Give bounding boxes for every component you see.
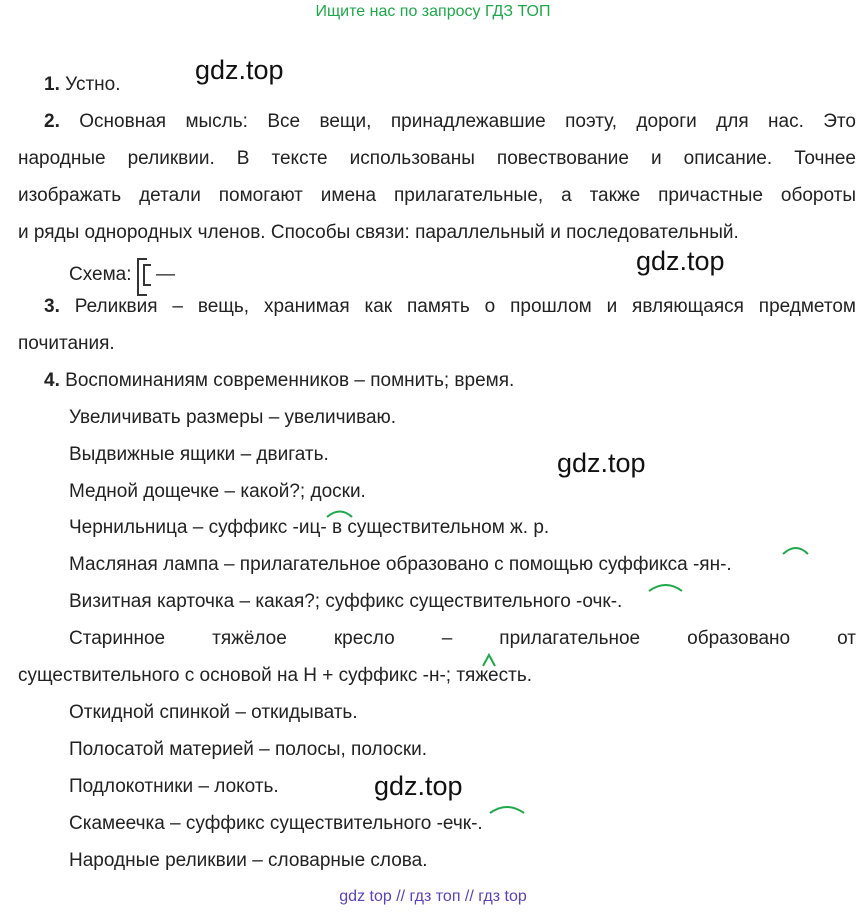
watermark: gdz.top <box>636 246 725 276</box>
item-number: 2. <box>44 111 60 132</box>
item-3-line-2: почитания. <box>18 333 115 354</box>
item-2-line-3: изображать детали помогают имена прилагательные, а также причастные обороты <box>18 185 856 206</box>
scheme-label: Схема: <box>69 264 132 285</box>
suffix-caret-icon <box>483 655 495 666</box>
item-4-line-4: Медной дощечке – какой?; доски. <box>69 481 366 502</box>
item-4-line-8: Старинное тяжёлое кресло – прилагательное образовано от <box>69 628 856 649</box>
item-text: Воспоминаниям современников – помнить; время. <box>65 370 515 391</box>
item-text: Устно. <box>65 74 121 95</box>
footer-links: gdz top // гдз топ // гдз top <box>339 888 527 905</box>
header-banner: Ищите нас по запросу ГДЗ ТОП <box>315 3 551 20</box>
suffix-arc-icon <box>490 807 524 813</box>
suffix-arc-icon <box>649 585 682 591</box>
item-4-line-14: Народные реликвии – словарные слова. <box>69 850 428 871</box>
item-number: 1. <box>44 74 60 95</box>
watermark: gdz.top <box>195 55 284 85</box>
item-4-line-9: существительного с основой на Н + суффикс -н-; тяжесть. <box>18 665 533 686</box>
item-4-line-6: Масляная лампа – прилагательное образовано с помощью суффикса -ян-. <box>69 554 732 575</box>
scheme-dash: — <box>156 264 176 285</box>
item-4-line-12: Подлокотники – локоть. <box>69 776 279 797</box>
item-number: 4. <box>44 370 60 391</box>
suffix-arc-icon <box>327 512 352 518</box>
item-text: Реликвия – вещь, хранимая как память о прошлом и являющаяся предметом <box>74 296 856 317</box>
item-4-line-3: Выдвижные ящики – двигать. <box>69 444 329 465</box>
watermark: gdz.top <box>374 771 463 801</box>
item-4-line-2: Увеличивать размеры – увеличиваю. <box>69 407 397 428</box>
item-text: Основная мысль: Все вещи, принадлежавшие поэту, дороги для нас. Это <box>79 111 856 132</box>
item-4-line-11: Полосатой материей – полосы, полоски. <box>69 739 428 760</box>
item-4-line-7: Визитная карточка – какая?; суффикс существительного -очк-. <box>69 591 623 612</box>
suffix-arc-icon <box>783 548 808 554</box>
item-4-line-10: Откидной спинкой – откидывать. <box>69 702 358 723</box>
item-2-line-4: и ряды однородных членов. Способы связи: параллельный и последовательный. <box>18 222 739 243</box>
item-4-line-5: Чернильница – суффикс -иц- в существительном ж. р. <box>69 517 550 538</box>
item-number: 3. <box>44 296 60 317</box>
watermark: gdz.top <box>557 448 646 478</box>
item-4-line-13: Скамеечка – суффикс существительного -ечк-. <box>69 813 483 834</box>
item-2-line-2: народные реликвии. В тексте использованы повествование и описание. Точнее <box>18 148 856 169</box>
